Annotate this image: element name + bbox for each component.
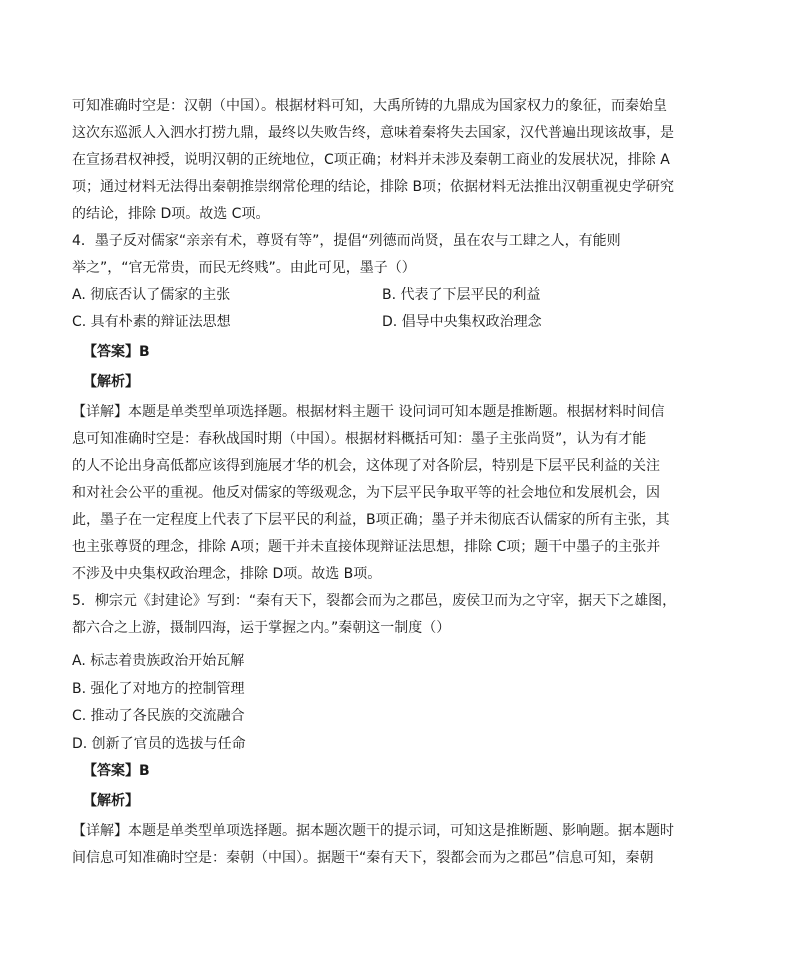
text-line: 项；通过材料无法得出秦朝推崇纲常伦理的结论，排除 B项；依据材料无法推出汉朝重视史学研究 [72, 179, 675, 195]
question-stem: 5．柳宗元《封建论》写到：“秦有天下，裂都会而为之郡邑，废侯卫而为之守宰，据天下之雄图， [72, 593, 677, 609]
detail-line: 间信息可知准确时空是：秦朝（中国）。据题干“秦有天下，裂都会而为之郡邑”信息可知，秦朝 [72, 850, 654, 866]
analysis-label: 【解析】 [83, 374, 139, 390]
text-line: 在宣扬君权神授，说明汉朝的正统地位，C项正确；材料并未涉及秦朝工商业的发展状况，排除 A [72, 152, 670, 168]
option-d: D. 创新了官员的选拔与任命 [72, 735, 246, 752]
detail-line: 【详解】本题是单类型单项选择题。据本题次题干的提示词，可知这是推断题、影响题。据本题时 [72, 823, 674, 839]
option-c: C. 推动了各民族的交流融合 [72, 708, 245, 724]
previous-analysis [72, 93, 722, 228]
detail-line: 【详解】本题是单类型单项选择题。根据材料主题干 设问词可知本题是推断题。根据材料时间信 [72, 404, 665, 420]
detail-line: 和对社会公平的重视。他反对儒家的等级观念，为下层平民争取平等的社会地位和发展机会，因 [72, 485, 660, 501]
document-content [72, 93, 722, 872]
detail-line: 也主张尊贤的理念，排除 A项；题干并未直接体现辩证法思想，排除 C项；题干中墨子的主张并 [72, 539, 661, 555]
detail-line: 息可知准确时空是：春秋战国时期（中国）。根据材料概括可知：墨子主张尚贤”，认为有才能 [72, 431, 647, 447]
question-4 [72, 228, 722, 588]
text-line: 可知准确时空是：汉朝（中国）。根据材料可知，大禹所铸的九鼎成为国家权力的象征，而秦始皇 [72, 98, 667, 114]
option-b: B. 强化了对地方的控制管理 [72, 680, 245, 697]
option-b: B. 代表了下层平民的利益 [382, 287, 541, 303]
question-5 [72, 588, 722, 872]
detail-line: 不涉及中央集权政治理念，排除 D项。故选 B项。 [72, 566, 382, 582]
detail-line: 的人不论出身高低都应该得到施展才华的机会，这体现了对各阶层，特别是下层平民利益的关注 [72, 458, 660, 474]
question-stem: 举之”，“官无常贵，而民无终贱”。由此可见，墨子（） [72, 260, 416, 276]
analysis-label: 【解析】 [83, 793, 139, 809]
answer-label: 【答案】B [83, 344, 150, 360]
text-line: 的结论，排除 D项。故选 C项。 [72, 206, 270, 222]
detail-line: 此，墨子在一定程度上代表了下层平民的利益，B项正确；墨子并未彻底否认儒家的所有主张，其 [72, 512, 670, 528]
question-stem: 都六合之上游，摄制四海，运于掌握之内。”秦朝这一制度（） [72, 620, 451, 636]
option-c: C. 具有朴素的辩证法思想 [72, 314, 231, 330]
option-d: D. 倡导中央集权政治理念 [382, 314, 542, 330]
option-a: A. 彻底否认了儒家的主张 [72, 287, 231, 303]
text-line: 这次东巡派人入泗水打捞九鼎，最终以失败告终，意味着秦将失去国家，汉代普遍出现该故事，是 [72, 125, 674, 141]
option-a: A. 标志着贵族政治开始瓦解 [72, 653, 245, 669]
answer-label: 【答案】B [83, 763, 150, 779]
options-row-ab [72, 282, 722, 309]
options-row-cd [72, 309, 722, 336]
question-stem: 4．墨子反对儒家“亲亲有术，尊贤有等”，提倡“列德而尚贤，虽在农与工肆之人，有能则 [72, 233, 621, 249]
